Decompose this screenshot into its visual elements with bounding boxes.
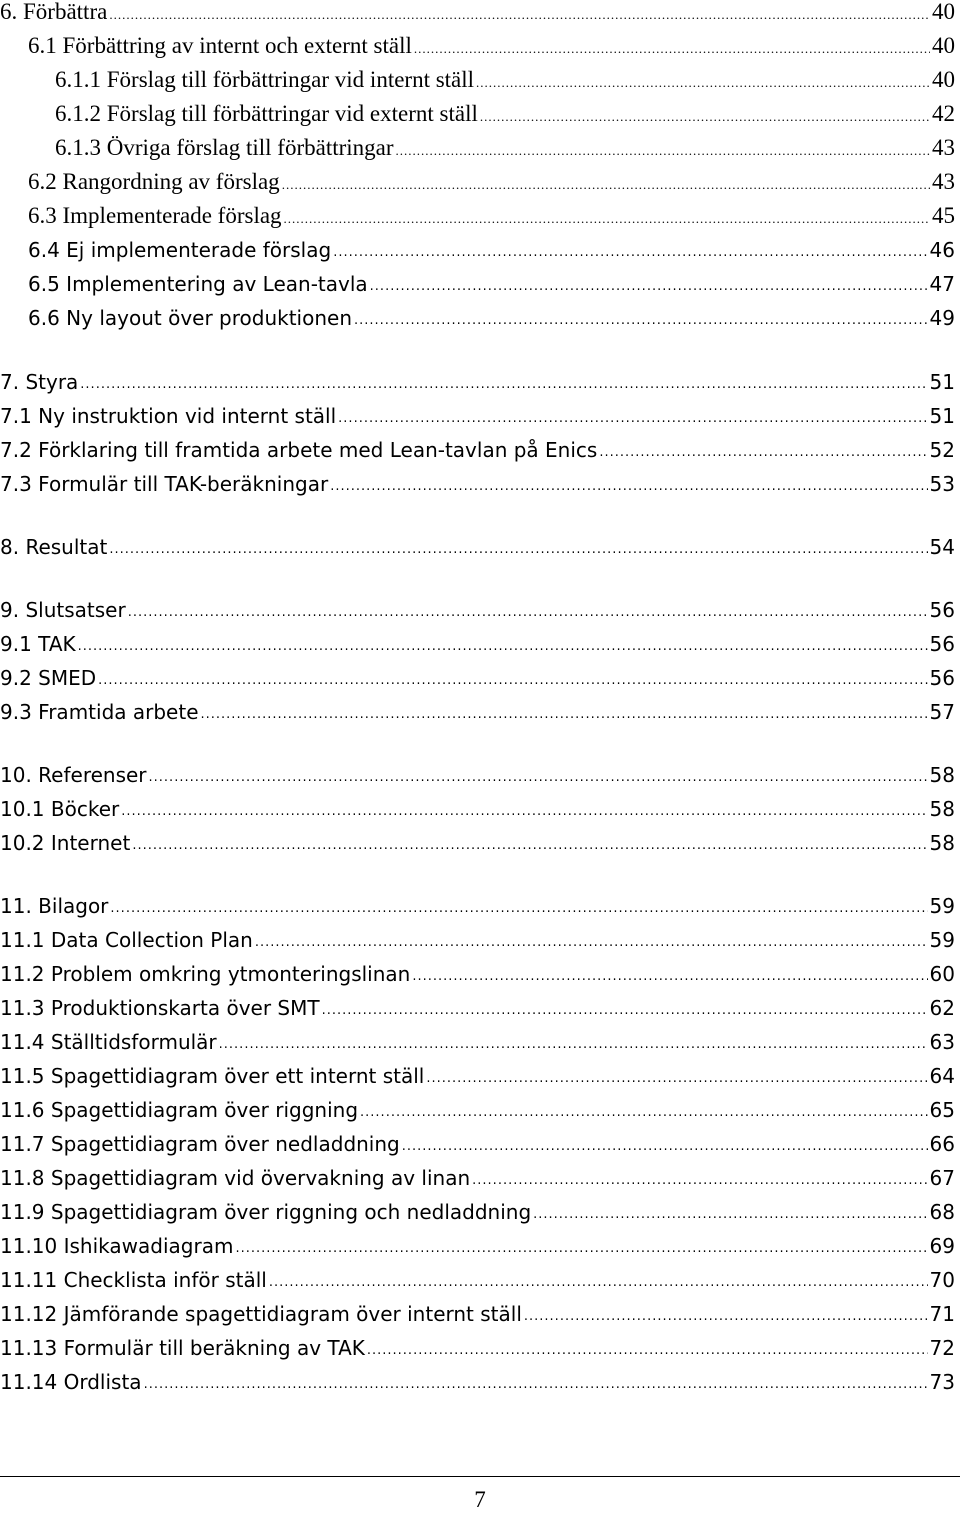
toc-entry-page: 62 <box>929 996 955 1020</box>
toc-entry[interactable] <box>0 1056 955 1090</box>
toc-entry-page: 57 <box>929 700 955 724</box>
toc-leader-dots <box>370 282 928 292</box>
toc-entry-page: 56 <box>929 632 955 656</box>
toc-entry-title: 11.11 Checklista inför ställ <box>0 1268 267 1292</box>
toc-leader-dots <box>367 1346 928 1356</box>
toc-entry-page: 51 <box>929 404 955 428</box>
toc-entry-page: 53 <box>929 472 955 496</box>
toc-entry-page: 59 <box>929 894 955 918</box>
toc-entry-page: 54 <box>929 535 955 559</box>
toc-entry[interactable] <box>0 1192 955 1226</box>
toc-leader-dots <box>354 316 928 326</box>
toc-entry-page: 67 <box>929 1166 955 1190</box>
toc-entry-page: 58 <box>929 763 955 787</box>
toc-entry[interactable] <box>0 590 955 624</box>
toc-entry[interactable] <box>0 988 955 1022</box>
toc-leader-dots <box>78 642 928 652</box>
toc-entry-title: 10.1 Böcker <box>0 797 120 821</box>
toc-entry-page: 46 <box>929 238 955 262</box>
toc-leader-dots <box>255 938 928 948</box>
toc-leader-dots <box>330 482 927 492</box>
toc-entry-title: 11.8 Spagettidiagram vid övervakning av linan <box>0 1166 471 1190</box>
toc-leader-dots <box>201 710 928 720</box>
toc-entry-page: 40 <box>932 67 955 92</box>
toc-entry-title: 11.6 Spagettidiagram över riggning <box>0 1098 359 1122</box>
toc-entry[interactable] <box>0 692 955 726</box>
toc-entry-title: 6.4 Ej implementerade förslag <box>28 238 332 262</box>
toc-entry[interactable] <box>0 920 955 954</box>
toc-entry[interactable] <box>0 1226 955 1260</box>
toc-entry-page: 40 <box>932 33 955 58</box>
toc-leader-dots <box>476 78 930 88</box>
toc-entry[interactable] <box>0 298 955 332</box>
toc-entry-title: 9. Slutsatser <box>0 598 126 622</box>
toc-leader-dots <box>472 1176 927 1186</box>
toc-entry-title: 11. Bilagor <box>0 894 109 918</box>
toc-entry[interactable] <box>0 789 955 823</box>
toc-leader-dots <box>524 1312 928 1322</box>
toc-entry[interactable] <box>0 94 955 128</box>
toc-entry[interactable] <box>0 658 955 692</box>
toc-entry-page: 71 <box>929 1302 955 1326</box>
toc-leader-dots <box>128 608 928 618</box>
toc-entry[interactable] <box>0 1022 955 1056</box>
toc-leader-dots <box>144 1380 928 1390</box>
toc-entry-title: 6.5 Implementering av Lean-tavla <box>28 272 368 296</box>
toc-entry[interactable] <box>0 60 955 94</box>
toc-entry[interactable] <box>0 464 955 498</box>
toc-entry-title: 11.14 Ordlista <box>0 1370 142 1394</box>
toc-entry-title: 6.1 Förbättring av internt och externt ställ <box>28 33 412 58</box>
toc-leader-dots <box>414 44 930 54</box>
toc-entry-page: 43 <box>932 169 955 194</box>
toc-leader-dots <box>269 1278 928 1288</box>
toc-entry-title: 6.2 Rangordning av förslag <box>28 169 280 194</box>
toc-entry[interactable] <box>0 1090 955 1124</box>
toc-leader-dots <box>412 972 927 982</box>
toc-entry-title: 11.5 Spagettidiagram över ett internt ställ <box>0 1064 425 1088</box>
toc-entry-page: 63 <box>929 1030 955 1054</box>
toc-entry-page: 56 <box>929 598 955 622</box>
toc-leader-dots <box>402 1142 928 1152</box>
toc-entry-page: 65 <box>929 1098 955 1122</box>
toc-entry[interactable] <box>0 1260 955 1294</box>
toc-entry-title: 11.13 Formulär till beräkning av TAK <box>0 1336 365 1360</box>
toc-entry[interactable] <box>0 230 955 264</box>
toc-entry[interactable] <box>0 1328 955 1362</box>
toc-leader-dots <box>282 180 930 190</box>
toc-leader-dots <box>149 773 928 783</box>
toc-leader-dots <box>98 676 927 686</box>
toc-entry-page: 68 <box>929 1200 955 1224</box>
toc-entry-title: 11.12 Jämförande spagettidiagram över internt ställ <box>0 1302 522 1326</box>
toc-entry-title: 6. Förbättra <box>0 0 108 24</box>
toc-entry-title: 8. Resultat <box>0 535 108 559</box>
toc-entry[interactable] <box>0 886 955 920</box>
toc-entry[interactable] <box>0 430 955 464</box>
toc-entry-title: 9.3 Framtida arbete <box>0 700 199 724</box>
toc-entry[interactable] <box>0 26 955 60</box>
toc-leader-dots <box>110 904 927 914</box>
toc-entry[interactable] <box>0 1124 955 1158</box>
toc-entry-page: 64 <box>929 1064 955 1088</box>
toc-entry-title: 7.3 Formulär till TAK-beräkningar <box>0 472 329 496</box>
toc-entry-title: 11.10 Ishikawadiagram <box>0 1234 234 1258</box>
toc-entry-page: 69 <box>929 1234 955 1258</box>
toc-entry-page: 73 <box>929 1370 955 1394</box>
toc-entry-title: 10.2 Internet <box>0 831 131 855</box>
toc-leader-dots <box>284 214 930 224</box>
toc-leader-dots <box>426 1074 927 1084</box>
toc-entry-page: 43 <box>932 135 955 160</box>
toc-entry-page: 72 <box>929 1336 955 1360</box>
toc-entry[interactable] <box>0 1158 955 1192</box>
toc-entry[interactable] <box>0 527 955 561</box>
toc-entry[interactable] <box>0 823 955 857</box>
toc-entry-title: 11.4 Ställtidsformulär <box>0 1030 217 1054</box>
toc-entry-title: 11.2 Problem omkring ytmonteringslinan <box>0 962 411 986</box>
toc-entry-title: 10. Referenser <box>0 763 147 787</box>
toc-entry[interactable] <box>0 624 955 658</box>
toc-entry-title: 11.7 Spagettidiagram över nedladdning <box>0 1132 400 1156</box>
toc-entry-title: 9.2 SMED <box>0 666 97 690</box>
toc-entry-page: 40 <box>932 0 955 24</box>
toc-entry-page: 56 <box>929 666 955 690</box>
toc-entry-page: 47 <box>929 272 955 296</box>
toc-entry[interactable] <box>0 162 955 196</box>
toc-entry[interactable] <box>0 1362 955 1396</box>
toc-leader-dots <box>480 112 930 122</box>
toc-entry[interactable] <box>0 362 955 396</box>
toc-entry-page: 66 <box>929 1132 955 1156</box>
toc-entry-title: 7.2 Förklaring till framtida arbete med Lean-tavlan på Enics <box>0 438 598 462</box>
toc-leader-dots <box>322 1006 928 1016</box>
toc-leader-dots <box>533 1210 927 1220</box>
footer-divider <box>0 1476 960 1477</box>
toc-leader-dots <box>80 380 927 390</box>
toc-leader-dots <box>338 414 927 424</box>
toc-entry-page: 49 <box>929 306 955 330</box>
toc-entry-page: 52 <box>929 438 955 462</box>
toc-entry-page: 45 <box>932 203 955 228</box>
toc-leader-dots <box>333 248 927 258</box>
toc-entry-title: 6.1.2 Förslag till förbättringar vid externt ställ <box>55 101 478 126</box>
toc-entry-page: 58 <box>929 797 955 821</box>
toc-entry-title: 9.1 TAK <box>0 632 76 656</box>
toc-entry[interactable] <box>0 128 955 162</box>
toc-entry-page: 51 <box>929 370 955 394</box>
toc-entry-title: 6.6 Ny layout över produktionen <box>28 306 352 330</box>
toc-entry-title: 6.1.1 Förslag till förbättringar vid internt ställ <box>55 67 475 92</box>
toc-leader-dots <box>132 841 927 851</box>
toc-entry[interactable] <box>0 396 955 430</box>
toc-entry-page: 58 <box>929 831 955 855</box>
toc-leader-dots <box>109 545 927 555</box>
toc-leader-dots <box>396 146 930 156</box>
toc-leader-dots <box>121 807 927 817</box>
toc-entry-title: 7. Styra <box>0 370 79 394</box>
toc-leader-dots <box>109 10 930 20</box>
toc-entry-page: 59 <box>929 928 955 952</box>
toc-leader-dots <box>599 448 927 458</box>
toc-leader-dots <box>219 1040 928 1050</box>
toc-entry-title: 6.3 Implementerade förslag <box>28 203 282 228</box>
toc-entry[interactable] <box>0 954 955 988</box>
toc-entry-title: 11.9 Spagettidiagram över riggning och nedladdning <box>0 1200 532 1224</box>
toc-entry-title: 7.1 Ny instruktion vid internt ställ <box>0 404 337 428</box>
toc-entry-title: 6.1.3 Övriga förslag till förbättringar <box>55 135 394 160</box>
toc-leader-dots <box>360 1108 928 1118</box>
toc-entry-title: 11.3 Produktionskarta över SMT <box>0 996 320 1020</box>
toc-entry-page: 42 <box>932 101 955 126</box>
page-number: 7 <box>474 1487 486 1512</box>
toc-entry[interactable] <box>0 0 955 26</box>
toc-entry[interactable] <box>0 196 955 230</box>
toc-entry-page: 70 <box>929 1268 955 1292</box>
toc-entry[interactable] <box>0 1294 955 1328</box>
toc-entry-title: 11.1 Data Collection Plan <box>0 928 253 952</box>
toc-entry[interactable] <box>0 755 955 789</box>
toc-entry-page: 60 <box>929 962 955 986</box>
toc-entry[interactable] <box>0 264 955 298</box>
toc-leader-dots <box>235 1244 927 1254</box>
